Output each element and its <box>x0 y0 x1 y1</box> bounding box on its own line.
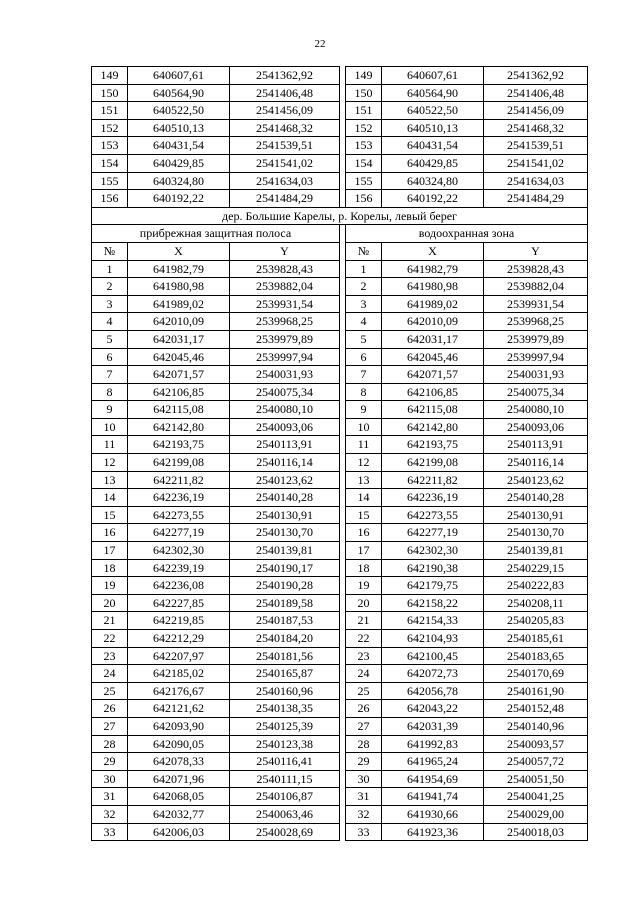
left-x-coordinate: 642199,08 <box>128 454 230 472</box>
table-row <box>92 823 588 841</box>
right-x-coordinate: 640564,90 <box>382 84 484 102</box>
right-y-coordinate: 2540080,10 <box>484 401 588 419</box>
left-point-number: 2 <box>92 278 128 296</box>
left-x-coordinate: 641980,98 <box>128 278 230 296</box>
right-x-coordinate: 641930,66 <box>382 805 484 823</box>
table-row <box>92 717 588 735</box>
right-x-coordinate: 640429,85 <box>382 154 484 172</box>
right-x-coordinate: 640192,22 <box>382 190 484 208</box>
left-y-coordinate: 2539931,54 <box>230 295 340 313</box>
left-x-header: X <box>128 242 230 260</box>
left-y-header: Y <box>230 242 340 260</box>
table-row <box>92 454 588 472</box>
right-point-number: 13 <box>346 471 382 489</box>
left-x-coordinate: 642006,03 <box>128 823 230 841</box>
right-x-coordinate: 641923,36 <box>382 823 484 841</box>
left-x-coordinate: 642236,19 <box>128 489 230 507</box>
right-point-number: 9 <box>346 401 382 419</box>
left-x-coordinate: 640607,61 <box>128 67 230 85</box>
table-row <box>92 665 588 683</box>
left-y-coordinate: 2540116,14 <box>230 454 340 472</box>
right-x-coordinate: 642100,45 <box>382 647 484 665</box>
left-y-coordinate: 2540160,96 <box>230 682 340 700</box>
left-x-coordinate: 642273,55 <box>128 506 230 524</box>
left-x-coordinate: 640192,22 <box>128 190 230 208</box>
left-y-coordinate: 2540130,70 <box>230 524 340 542</box>
right-point-number: 11 <box>346 436 382 454</box>
right-x-coordinate: 642045,46 <box>382 348 484 366</box>
right-num-header: № <box>346 242 382 260</box>
right-x-coordinate: 642179,75 <box>382 577 484 595</box>
left-y-coordinate: 2540138,35 <box>230 700 340 718</box>
right-point-number: 26 <box>346 700 382 718</box>
table-row <box>92 67 588 85</box>
left-point-number: 9 <box>92 401 128 419</box>
table-row <box>92 260 588 278</box>
right-y-coordinate: 2540093,06 <box>484 418 588 436</box>
left-point-number: 32 <box>92 805 128 823</box>
right-x-coordinate: 642043,22 <box>382 700 484 718</box>
table-row <box>92 630 588 648</box>
right-point-number: 7 <box>346 366 382 384</box>
left-point-number: 23 <box>92 647 128 665</box>
left-x-coordinate: 642302,30 <box>128 542 230 560</box>
table-row <box>92 102 588 120</box>
right-point-number: 31 <box>346 788 382 806</box>
right-point-number: 16 <box>346 524 382 542</box>
left-y-coordinate: 2540190,17 <box>230 559 340 577</box>
right-point-number: 19 <box>346 577 382 595</box>
right-point-number: 3 <box>346 295 382 313</box>
left-y-coordinate: 2540116,41 <box>230 753 340 771</box>
right-x-coordinate: 642199,08 <box>382 454 484 472</box>
left-y-coordinate: 2540123,62 <box>230 471 340 489</box>
right-point-number: 20 <box>346 594 382 612</box>
right-point-number: 152 <box>346 119 382 137</box>
left-x-coordinate: 642115,08 <box>128 401 230 419</box>
table-row <box>92 313 588 331</box>
left-x-coordinate: 642185,02 <box>128 665 230 683</box>
right-y-coordinate: 2540057,72 <box>484 753 588 771</box>
table-row <box>92 295 588 313</box>
right-point-number: 29 <box>346 753 382 771</box>
left-point-number: 11 <box>92 436 128 454</box>
left-point-number: 31 <box>92 788 128 806</box>
table-row <box>92 805 588 823</box>
left-point-number: 30 <box>92 770 128 788</box>
right-point-number: 153 <box>346 137 382 155</box>
left-point-number: 3 <box>92 295 128 313</box>
left-y-coordinate: 2540106,87 <box>230 788 340 806</box>
table-row <box>92 770 588 788</box>
left-point-number: 14 <box>92 489 128 507</box>
left-x-coordinate: 640522,50 <box>128 102 230 120</box>
table-row <box>92 788 588 806</box>
left-x-coordinate: 642032,77 <box>128 805 230 823</box>
left-x-coordinate: 640510,13 <box>128 119 230 137</box>
left-point-number: 33 <box>92 823 128 841</box>
left-y-coordinate: 2541456,09 <box>230 102 340 120</box>
left-y-coordinate: 2540140,28 <box>230 489 340 507</box>
left-x-coordinate: 642093,90 <box>128 717 230 735</box>
right-x-coordinate: 642193,75 <box>382 436 484 454</box>
table-row <box>92 383 588 401</box>
right-x-coordinate: 642273,55 <box>382 506 484 524</box>
left-x-coordinate: 642142,80 <box>128 418 230 436</box>
right-y-coordinate: 2540116,14 <box>484 454 588 472</box>
right-x-coordinate: 640522,50 <box>382 102 484 120</box>
table-row <box>92 366 588 384</box>
right-x-coordinate: 641965,24 <box>382 753 484 771</box>
right-y-coordinate: 2540113,91 <box>484 436 588 454</box>
right-point-number: 155 <box>346 172 382 190</box>
left-x-coordinate: 642068,05 <box>128 788 230 806</box>
left-x-coordinate: 642031,17 <box>128 330 230 348</box>
left-point-number: 26 <box>92 700 128 718</box>
right-x-coordinate: 641954,69 <box>382 770 484 788</box>
table-row <box>92 401 588 419</box>
right-x-coordinate: 642142,80 <box>382 418 484 436</box>
right-x-coordinate: 641941,74 <box>382 788 484 806</box>
right-y-coordinate: 2541634,03 <box>484 172 588 190</box>
right-point-number: 10 <box>346 418 382 436</box>
left-y-coordinate: 2540093,06 <box>230 418 340 436</box>
left-num-header: № <box>92 242 128 260</box>
right-x-coordinate: 640510,13 <box>382 119 484 137</box>
right-point-number: 14 <box>346 489 382 507</box>
left-point-number: 21 <box>92 612 128 630</box>
left-y-coordinate: 2539882,04 <box>230 278 340 296</box>
table-row <box>92 471 588 489</box>
right-point-number: 2 <box>346 278 382 296</box>
right-point-number: 1 <box>346 260 382 278</box>
right-point-number: 15 <box>346 506 382 524</box>
right-y-coordinate: 2540051,50 <box>484 770 588 788</box>
right-point-number: 28 <box>346 735 382 753</box>
right-y-coordinate: 2540161,90 <box>484 682 588 700</box>
right-y-coordinate: 2540130,91 <box>484 506 588 524</box>
right-y-coordinate: 2540139,81 <box>484 542 588 560</box>
right-x-coordinate: 640324,80 <box>382 172 484 190</box>
table-row <box>92 137 588 155</box>
left-x-coordinate: 640324,80 <box>128 172 230 190</box>
left-x-coordinate: 642207,97 <box>128 647 230 665</box>
left-y-coordinate: 2540080,10 <box>230 401 340 419</box>
right-x-coordinate: 642071,57 <box>382 366 484 384</box>
table-row <box>92 84 588 102</box>
table-row <box>92 524 588 542</box>
right-y-coordinate: 2540222,83 <box>484 577 588 595</box>
table-row <box>92 559 588 577</box>
left-point-number: 149 <box>92 67 128 85</box>
right-x-coordinate: 642010,09 <box>382 313 484 331</box>
table-row <box>92 647 588 665</box>
table-row <box>92 172 588 190</box>
right-y-coordinate: 2539931,54 <box>484 295 588 313</box>
table-row <box>92 154 588 172</box>
left-y-coordinate: 2540031,93 <box>230 366 340 384</box>
table-row <box>92 330 588 348</box>
right-x-coordinate: 641980,98 <box>382 278 484 296</box>
page-number: 22 <box>314 38 326 50</box>
left-point-number: 24 <box>92 665 128 683</box>
left-point-number: 6 <box>92 348 128 366</box>
coordinates-table <box>91 66 588 841</box>
right-y-coordinate: 2540205,83 <box>484 612 588 630</box>
right-y-coordinate: 2541484,29 <box>484 190 588 208</box>
table-row <box>92 594 588 612</box>
left-point-number: 13 <box>92 471 128 489</box>
right-x-coordinate: 642154,33 <box>382 612 484 630</box>
right-x-coordinate: 642104,93 <box>382 630 484 648</box>
right-point-number: 17 <box>346 542 382 560</box>
right-point-number: 6 <box>346 348 382 366</box>
left-x-coordinate: 641989,02 <box>128 295 230 313</box>
left-point-number: 22 <box>92 630 128 648</box>
left-x-coordinate: 642211,82 <box>128 471 230 489</box>
right-x-coordinate: 642072,73 <box>382 665 484 683</box>
table-row <box>92 577 588 595</box>
left-point-number: 155 <box>92 172 128 190</box>
table-row <box>92 348 588 366</box>
right-x-coordinate: 642106,85 <box>382 383 484 401</box>
left-x-coordinate: 642193,75 <box>128 436 230 454</box>
left-y-coordinate: 2541406,48 <box>230 84 340 102</box>
left-x-coordinate: 642071,96 <box>128 770 230 788</box>
left-point-number: 12 <box>92 454 128 472</box>
section-title: дер. Большие Карелы, р. Корелы, левый берег <box>92 207 588 225</box>
right-y-coordinate: 2539997,94 <box>484 348 588 366</box>
right-x-coordinate: 642031,39 <box>382 717 484 735</box>
right-point-number: 23 <box>346 647 382 665</box>
left-y-coordinate: 2540190,28 <box>230 577 340 595</box>
right-x-header: X <box>382 242 484 260</box>
left-x-coordinate: 642010,09 <box>128 313 230 331</box>
left-y-coordinate: 2540113,91 <box>230 436 340 454</box>
right-point-number: 30 <box>346 770 382 788</box>
left-point-number: 5 <box>92 330 128 348</box>
left-point-number: 18 <box>92 559 128 577</box>
left-x-coordinate: 642045,46 <box>128 348 230 366</box>
left-y-coordinate: 2540187,53 <box>230 612 340 630</box>
right-x-coordinate: 642302,30 <box>382 542 484 560</box>
right-y-coordinate: 2539968,25 <box>484 313 588 331</box>
left-x-coordinate: 642106,85 <box>128 383 230 401</box>
left-y-coordinate: 2541468,32 <box>230 119 340 137</box>
right-y-coordinate: 2541362,92 <box>484 67 588 85</box>
right-y-coordinate: 2540031,93 <box>484 366 588 384</box>
right-y-coordinate: 2540170,69 <box>484 665 588 683</box>
left-point-number: 25 <box>92 682 128 700</box>
table-row <box>92 489 588 507</box>
left-point-number: 156 <box>92 190 128 208</box>
left-point-number: 8 <box>92 383 128 401</box>
left-point-number: 154 <box>92 154 128 172</box>
right-x-coordinate: 641982,79 <box>382 260 484 278</box>
right-x-coordinate: 641992,83 <box>382 735 484 753</box>
right-y-coordinate: 2540152,48 <box>484 700 588 718</box>
right-y-coordinate: 2540140,96 <box>484 717 588 735</box>
right-point-number: 25 <box>346 682 382 700</box>
right-x-coordinate: 642236,19 <box>382 489 484 507</box>
right-y-coordinate: 2541541,02 <box>484 154 588 172</box>
table-row <box>92 612 588 630</box>
left-point-number: 29 <box>92 753 128 771</box>
left-x-coordinate: 642219,85 <box>128 612 230 630</box>
left-y-coordinate: 2539828,43 <box>230 260 340 278</box>
left-point-number: 19 <box>92 577 128 595</box>
right-y-coordinate: 2540029,00 <box>484 805 588 823</box>
left-y-coordinate: 2541484,29 <box>230 190 340 208</box>
right-y-coordinate: 2540130,70 <box>484 524 588 542</box>
right-x-coordinate: 642031,17 <box>382 330 484 348</box>
right-y-coordinate: 2541539,51 <box>484 137 588 155</box>
left-point-number: 7 <box>92 366 128 384</box>
left-y-coordinate: 2540189,58 <box>230 594 340 612</box>
left-point-number: 153 <box>92 137 128 155</box>
right-point-number: 24 <box>346 665 382 683</box>
right-point-number: 22 <box>346 630 382 648</box>
left-point-number: 16 <box>92 524 128 542</box>
right-x-coordinate: 642158,22 <box>382 594 484 612</box>
left-y-coordinate: 2540139,81 <box>230 542 340 560</box>
left-y-coordinate: 2539979,89 <box>230 330 340 348</box>
right-point-number: 18 <box>346 559 382 577</box>
right-x-coordinate: 642211,82 <box>382 471 484 489</box>
table-row <box>92 735 588 753</box>
left-point-number: 151 <box>92 102 128 120</box>
left-y-coordinate: 2540063,46 <box>230 805 340 823</box>
left-x-coordinate: 642236,08 <box>128 577 230 595</box>
left-zone-title: прибрежная защитная полоса <box>92 225 340 243</box>
right-point-number: 12 <box>346 454 382 472</box>
right-y-coordinate: 2540185,61 <box>484 630 588 648</box>
right-y-coordinate: 2540093,57 <box>484 735 588 753</box>
right-y-header: Y <box>484 242 588 260</box>
right-x-coordinate: 642190,38 <box>382 559 484 577</box>
right-y-coordinate: 2540075,34 <box>484 383 588 401</box>
table-row <box>92 119 588 137</box>
right-point-number: 8 <box>346 383 382 401</box>
right-x-coordinate: 641989,02 <box>382 295 484 313</box>
left-x-coordinate: 640429,85 <box>128 154 230 172</box>
right-point-number: 33 <box>346 823 382 841</box>
left-y-coordinate: 2541634,03 <box>230 172 340 190</box>
table-row <box>92 436 588 454</box>
left-y-coordinate: 2540181,56 <box>230 647 340 665</box>
left-x-coordinate: 642090,05 <box>128 735 230 753</box>
left-y-coordinate: 2540165,87 <box>230 665 340 683</box>
left-y-coordinate: 2541362,92 <box>230 67 340 85</box>
right-x-coordinate: 640607,61 <box>382 67 484 85</box>
left-x-coordinate: 642239,19 <box>128 559 230 577</box>
left-y-coordinate: 2540184,20 <box>230 630 340 648</box>
left-y-coordinate: 2541539,51 <box>230 137 340 155</box>
table-row <box>92 542 588 560</box>
right-y-coordinate: 2540123,62 <box>484 471 588 489</box>
left-point-number: 27 <box>92 717 128 735</box>
left-y-coordinate: 2540111,15 <box>230 770 340 788</box>
left-y-coordinate: 2539997,94 <box>230 348 340 366</box>
left-point-number: 28 <box>92 735 128 753</box>
left-x-coordinate: 642176,67 <box>128 682 230 700</box>
right-point-number: 149 <box>346 67 382 85</box>
right-y-coordinate: 2540140,28 <box>484 489 588 507</box>
left-x-coordinate: 642212,29 <box>128 630 230 648</box>
table-row <box>92 418 588 436</box>
right-x-coordinate: 642277,19 <box>382 524 484 542</box>
right-y-coordinate: 2540229,15 <box>484 559 588 577</box>
left-point-number: 152 <box>92 119 128 137</box>
left-point-number: 10 <box>92 418 128 436</box>
left-y-coordinate: 2540123,38 <box>230 735 340 753</box>
right-y-coordinate: 2539882,04 <box>484 278 588 296</box>
table-row <box>92 190 588 208</box>
right-point-number: 5 <box>346 330 382 348</box>
left-x-coordinate: 642121,62 <box>128 700 230 718</box>
right-point-number: 4 <box>346 313 382 331</box>
right-point-number: 150 <box>346 84 382 102</box>
left-point-number: 15 <box>92 506 128 524</box>
left-point-number: 150 <box>92 84 128 102</box>
right-zone-title: водоохранная зона <box>346 225 588 243</box>
right-y-coordinate: 2541456,09 <box>484 102 588 120</box>
right-y-coordinate: 2539828,43 <box>484 260 588 278</box>
left-point-number: 20 <box>92 594 128 612</box>
right-point-number: 156 <box>346 190 382 208</box>
left-y-coordinate: 2540028,69 <box>230 823 340 841</box>
table-row <box>92 506 588 524</box>
right-point-number: 32 <box>346 805 382 823</box>
left-y-coordinate: 2540075,34 <box>230 383 340 401</box>
table-row <box>92 753 588 771</box>
right-y-coordinate: 2539979,89 <box>484 330 588 348</box>
table-row <box>92 700 588 718</box>
left-x-coordinate: 642277,19 <box>128 524 230 542</box>
right-y-coordinate: 2540018,03 <box>484 823 588 841</box>
left-y-coordinate: 2540125,39 <box>230 717 340 735</box>
right-point-number: 151 <box>346 102 382 120</box>
right-y-coordinate: 2541468,32 <box>484 119 588 137</box>
right-point-number: 21 <box>346 612 382 630</box>
left-x-coordinate: 642071,57 <box>128 366 230 384</box>
left-y-coordinate: 2539968,25 <box>230 313 340 331</box>
left-y-coordinate: 2540130,91 <box>230 506 340 524</box>
left-y-coordinate: 2541541,02 <box>230 154 340 172</box>
left-point-number: 4 <box>92 313 128 331</box>
left-x-coordinate: 640564,90 <box>128 84 230 102</box>
right-x-coordinate: 642115,08 <box>382 401 484 419</box>
right-point-number: 27 <box>346 717 382 735</box>
right-y-coordinate: 2540208,11 <box>484 594 588 612</box>
table-row <box>92 278 588 296</box>
right-y-coordinate: 2541406,48 <box>484 84 588 102</box>
right-y-coordinate: 2540183,65 <box>484 647 588 665</box>
right-x-coordinate: 640431,54 <box>382 137 484 155</box>
left-x-coordinate: 642078,33 <box>128 753 230 771</box>
right-y-coordinate: 2540041,25 <box>484 788 588 806</box>
table-row <box>92 682 588 700</box>
left-x-coordinate: 642227,85 <box>128 594 230 612</box>
left-x-coordinate: 640431,54 <box>128 137 230 155</box>
left-point-number: 1 <box>92 260 128 278</box>
right-x-coordinate: 642056,78 <box>382 682 484 700</box>
left-point-number: 17 <box>92 542 128 560</box>
right-point-number: 154 <box>346 154 382 172</box>
left-x-coordinate: 641982,79 <box>128 260 230 278</box>
